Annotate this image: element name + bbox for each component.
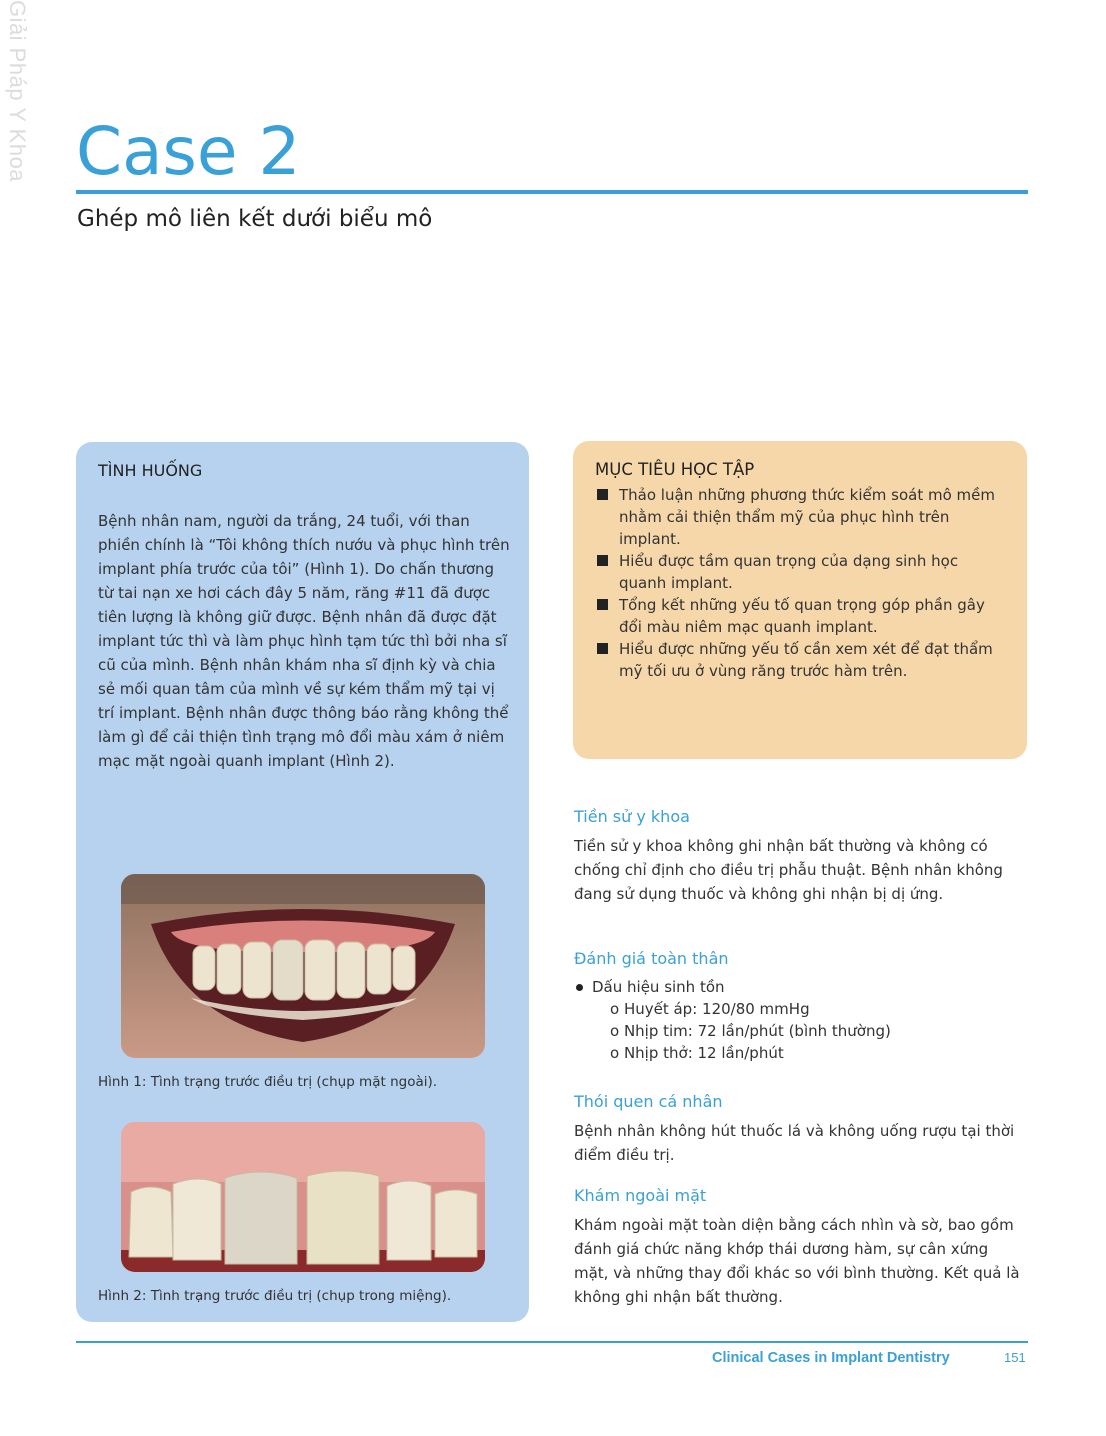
social-history-section xyxy=(574,1091,1026,1167)
square-bullet-icon xyxy=(597,489,608,500)
square-bullet-icon xyxy=(597,599,608,610)
social-history-body: Bệnh nhân không hút thuốc lá và không uống rượu tại thời điểm điều trị. xyxy=(574,1122,1015,1164)
list-item: Dấu hiệu sinh tồn xyxy=(574,976,1026,998)
case-title: Case 2 xyxy=(76,113,301,190)
systemic-review-heading: Đánh giá toàn thân xyxy=(574,949,729,968)
list-item: Thảo luận những phương thức kiểm soát mô mềm nhằm cải thiện thẩm mỹ của phục hình trên implant. xyxy=(595,484,995,550)
vitals-list xyxy=(574,976,1026,998)
list-item: Hiểu được tầm quan trọng của dạng sinh học quanh implant. xyxy=(595,550,995,594)
title-rule xyxy=(76,190,1028,194)
list-item: o Huyết áp: 120/80 mmHg xyxy=(610,1000,810,1018)
case-subtitle: Ghép mô liên kết dưới biểu mô xyxy=(77,206,433,232)
objectives-heading: MỤC TIÊU HỌC TẬP xyxy=(595,460,755,479)
systemic-review-section xyxy=(574,948,1026,1064)
figure-2-caption: Hình 2: Tình trạng trước điều trị (chụp trong miệng). xyxy=(98,1288,452,1304)
objectives-list xyxy=(595,484,995,682)
vitals-sublist xyxy=(574,998,1026,1064)
learning-objectives-box xyxy=(573,441,1027,759)
page-number: 151 xyxy=(1004,1350,1026,1365)
figure-1-photo xyxy=(121,874,485,1058)
square-bullet-icon xyxy=(597,555,608,566)
social-history-heading: Thói quen cá nhân xyxy=(574,1092,723,1111)
medical-history-body: Tiền sử y khoa không ghi nhận bất thường và không có chống chỉ định cho điều trị phẫu thuật. Bệnh nhân không đang sử dụng thuốc và không ghi nhận bị dị ứng. xyxy=(574,837,1003,903)
list-item: o Nhịp thở: 12 lần/phút xyxy=(610,1044,784,1062)
extraoral-exam-section xyxy=(574,1185,1026,1309)
bullet-icon xyxy=(576,984,583,991)
watermark-text: Giải Pháp Y Khoa xyxy=(5,0,30,183)
situation-heading: TÌNH HUỐNG xyxy=(98,461,203,480)
medical-history-section xyxy=(574,806,1026,906)
square-bullet-icon xyxy=(597,643,608,654)
list-item: Hiểu được những yếu tố cần xem xét để đạt thẩm mỹ tối ưu ở vùng răng trước hàm trên. xyxy=(595,638,995,682)
extraoral-exam-heading: Khám ngoài mặt xyxy=(574,1186,707,1205)
figure-2-photo xyxy=(121,1122,485,1272)
situation-box xyxy=(76,442,529,1322)
footer-book-title: Clinical Cases in Implant Dentistry xyxy=(712,1350,950,1366)
medical-history-heading: Tiền sử y khoa xyxy=(574,807,690,826)
list-item: Tổng kết những yếu tố quan trọng góp phần gây đổi màu niêm mạc quanh implant. xyxy=(595,594,995,638)
watermark xyxy=(2,0,32,183)
figure-1-caption: Hình 1: Tình trạng trước điều trị (chụp mặt ngoài). xyxy=(98,1074,438,1090)
situation-body: Bệnh nhân nam, người da trắng, 24 tuổi, với than phiền chính là “Tôi không thích nướu và phục hình trên implant phía trước của tôi” (Hình 1). Do chấn thương từ tai nạn xe hơi cách đây 5 năm, răng #11 đã được tiên lượng là không giữ được. Bệnh nhân đã được đặt implant tức thì và làm phục hình tạm tức thì bởi nha sĩ cũ của mình. Bệnh nhân khám nha sĩ định kỳ và chia sẻ mối quan tâm của mình về sự kém thẩm mỹ tại vị trí implant. Bệnh nhân được thông báo rằng không thể làm gì để cải thiện tình trạng mô đổi màu xám ở niêm mạc mặt ngoài quanh implant (Hình 2). xyxy=(98,512,510,770)
footer-rule xyxy=(76,1341,1028,1343)
extraoral-exam-body: Khám ngoài mặt toàn diện bằng cách nhìn và sờ, bao gồm đánh giá chức năng khớp thái dương hàm, sự cân xứng mặt, và những thay đổi khác so với bình thường. Kết quả là không ghi nhận bất thường. xyxy=(574,1216,1020,1306)
list-item: o Nhịp tim: 72 lần/phút (bình thường) xyxy=(610,1022,891,1040)
